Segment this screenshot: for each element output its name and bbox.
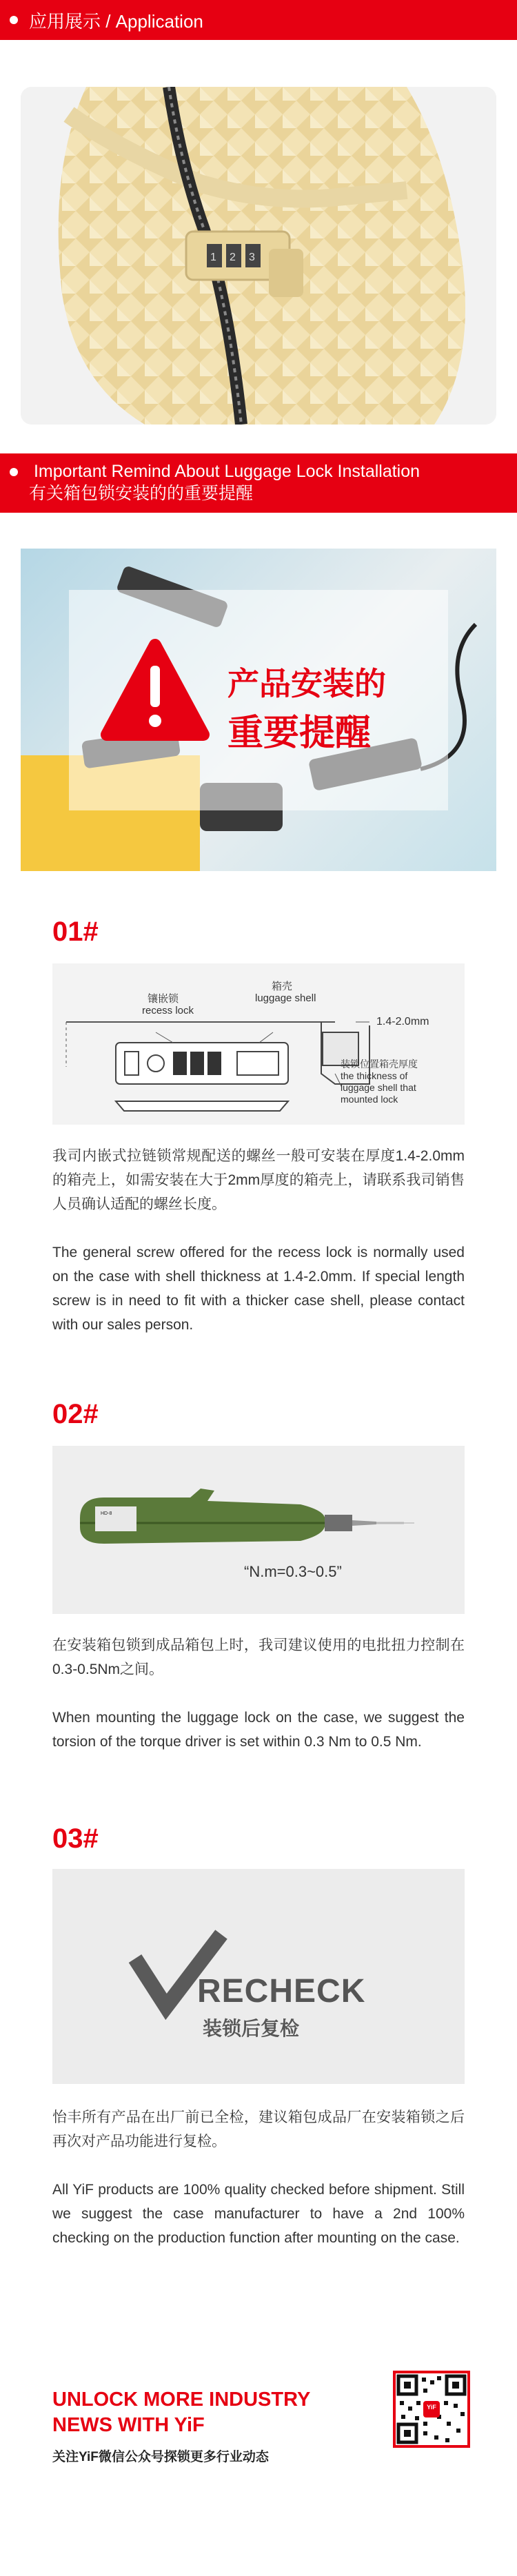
warning-line1: 产品安装的 [227, 666, 386, 702]
svg-text:2: 2 [230, 252, 236, 263]
footer-title [52, 2387, 342, 2438]
header-title: 应用展示 / Application [29, 10, 203, 32]
footer-subtitle: 关注YiF微信公众号探锁更多行业动态 [52, 2450, 269, 2464]
warning-line2: 重要提醒 [227, 713, 372, 753]
label-pos-en1: the thickness of [341, 1070, 408, 1081]
qr-logo-label: YiF [427, 2404, 436, 2411]
label-thickness: 1.4-2.0mm [376, 1016, 429, 1028]
remind-title-en: Important Remind About Luggage Lock Installation [33, 462, 420, 481]
bullet-dot-icon [10, 468, 18, 476]
label-pos-en2: luggage shell that [341, 1082, 416, 1093]
label-recess-en: recess lock [142, 1005, 194, 1016]
section-number-01: 01# [52, 917, 99, 947]
warning-image [21, 549, 496, 871]
recheck-image [52, 1869, 465, 2084]
svg-text:3: 3 [249, 252, 255, 263]
svg-text:HD-8: HD-8 [101, 1511, 112, 1516]
label-pos-cn: 装锁位置箱壳厚度 [341, 1059, 418, 1070]
section3-para-en: All YiF products are 100% quality checked before shipment. Still we suggest the case manufacturer to have a 2nd 100% checking on the production function after mounting on the case. [52, 2182, 465, 2246]
suitcase-image [21, 87, 496, 425]
section-number-03: 03# [52, 1823, 99, 1854]
label-shell-en: luggage shell [255, 992, 316, 1004]
qr-code[interactable] [393, 2371, 470, 2448]
section2-para-cn: 在安装箱包锁到成品箱包上时，我司建议使用的电批扭力控制在0.3-0.5Nm之间。 [52, 1637, 465, 1677]
label-recess-cn: 镶嵌锁 [148, 993, 179, 1005]
footer-title-line2: NEWS WITH YiF [52, 2414, 205, 2436]
suitcase-lock-illustration [21, 87, 496, 425]
lock-diagram [52, 963, 465, 1125]
section1-para-en: The general screw offered for the recess lock is normally used on the case with shell thickness at 1.4-2.0mm. If special length screw is in need to fit with a thicker case shell, please contact with our sales person. [52, 1245, 465, 1333]
header-bar [0, 0, 517, 40]
section-number-02: 02# [52, 1399, 99, 1429]
bullet-dot-icon [10, 16, 18, 24]
section2-para-en: When mounting the luggage lock on the case, we suggest the torsion of the torque driver is set within 0.3 Nm to 0.5 Nm. [52, 1710, 465, 1750]
remind-bar [0, 453, 517, 513]
section3-para-cn: 怡丰所有产品在出厂前已全检，建议箱包成品厂在安装箱锁之后再次对产品功能进行复检。 [52, 2109, 465, 2149]
label-pos-en3: mounted lock [341, 1094, 398, 1105]
remind-title-cn: 有关箱包锁安装的的重要提醒 [29, 484, 254, 503]
svg-text:1: 1 [210, 252, 216, 263]
section1-para-cn: 我司内嵌式拉链锁常规配送的螺丝一般可安装在厚度1.4-2.0mm的箱壳上，如需安装在大于2mm厚度的箱壳上，请联系我司销售人员确认适配的螺丝长度。 [52, 1148, 465, 1212]
label-position [341, 1059, 418, 1105]
torque-driver-svg [52, 1446, 465, 1614]
recheck-cn: 装锁后复检 [203, 2018, 300, 2039]
label-shell-cn: 箱壳 [272, 981, 293, 992]
recheck-en: RECHECK [197, 1973, 366, 2010]
torque-label: “N.m=0.3~0.5” [244, 1563, 342, 1580]
footer-title-line1: UNLOCK MORE INDUSTRY [52, 2389, 311, 2411]
torque-driver-image [52, 1446, 465, 1614]
